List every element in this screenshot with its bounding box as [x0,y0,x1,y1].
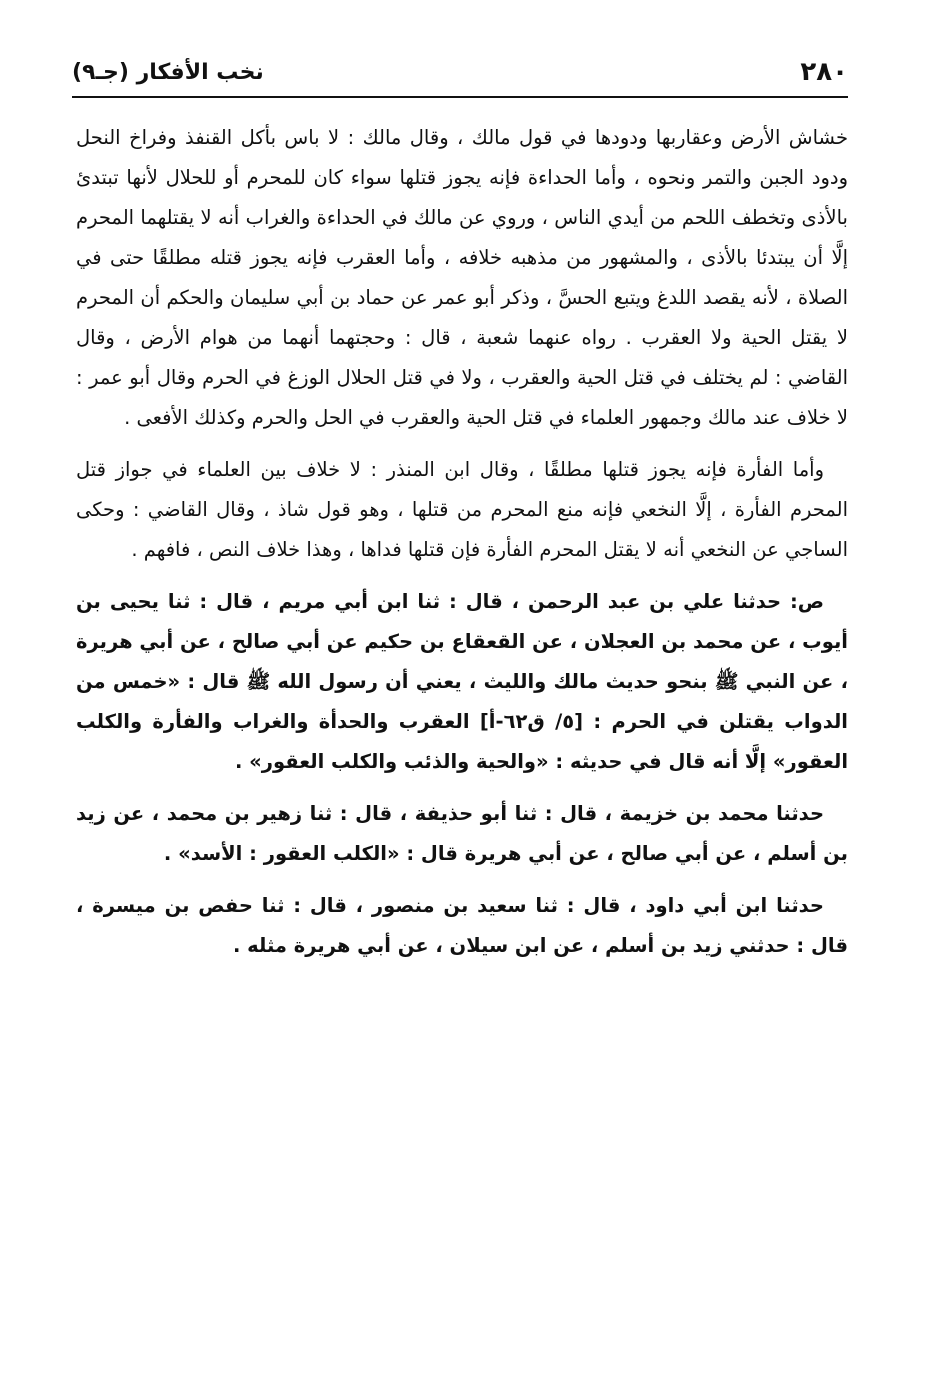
running-title: نخب الأفكار (جـ٩) [72,60,264,85]
page-header [72,52,848,100]
paragraph-mouse: وأما الفأرة فإنه يجوز قتلها مطلقًا ، وقال ابن المنذر : لا خلاف بين العلماء في جواز قتل المحرم الفأرة ، إلَّا النخعي فإنه منع المحرم من قتلها ، وهو قول شاذ ، وقال القاضي : وحكى الساجي عن النخعي أنه لا يقتل المحرم الفأرة فإن قتلها فداها ، وهذا خلاف النص ، فافهم . [76,458,848,561]
page-body [76,118,848,966]
paragraph-commentary-animals: خشاش الأرض وعقاربها ودودها في قول مالك ، وقال مالك : لا باس بأكل القنفذ وفراخ النحل ودود الجبن والتمر ونحوه ، وأما الحداءة فإنه يجوز قتلها سواء كان للمحرم أو للحلال لأنها تبتدئ بالأذى وتخطف اللحم من أيدي الناس ، وروي عن مالك في الحداءة والغراب أنه لا يقتلهما المحرم إلَّا أن يبتدئا بالأذى ، والمشهور من مذهبه خلافه ، وأما العقرب فإنه يجوز قتله مطلقًا حتى في الصلاة ، لأنه يقصد اللدغ ويتبع الحسَّ ، وذكر أبو عمر عن حماد بن أبي سليمان والحكم أن المحرم لا يقتل الحية ولا العقرب . رواه عنهما شعبة ، قال : وحجتهما أنهما من هوام الأرض ، وقال القاضي : لم يختلف في قتل الحية والعقرب ، ولا في قتل الحلال الوزغ في الحرم وقال أبو عمر : لا خلاف عند مالك وجمهور العلماء في قتل الحية والعقرب في الحل والحرم وكذلك الأفعى . [76,126,848,429]
paragraph-hadith-chain-3: حدثنا ابن أبي داود ، قال : ثنا سعيد بن منصور ، قال : ثنا حفص بن ميسرة ، قال : حدثني زيد بن أسلم ، عن ابن سيلان ، عن أبي هريرة مثله . [76,894,848,957]
paragraph-hadith-main: ص: حدثنا علي بن عبد الرحمن ، قال : ثنا ابن أبي مريم ، قال : ثنا يحيى بن أيوب ، عن محمد بن العجلان ، عن القعقاع بن حكيم عن أبي صالح ، عن أبي هريرة ، عن النبي ﷺ بنحو حديث مالك والليث ، يعني أن رسول الله ﷺ قال : «خمس من الدواب يقتلن في الحرم : [٥/ ق٦٢-أ] العقرب والحدأة والغراب والفأرة والكلب العقور» إلَّا أنه قال في حديثه : «والحية والذئب والكلب العقور» . [76,590,848,773]
page-number: ٢٨٠ [800,57,848,87]
header-rule [72,96,848,98]
paragraph-hadith-chain-2: حدثنا محمد بن خزيمة ، قال : ثنا أبو حذيفة ، قال : ثنا زهير بن محمد ، عن زيد بن أسلم ، عن أبي صالح ، عن أبي هريرة قال : «الكلب العقور : الأسد» . [76,802,848,865]
